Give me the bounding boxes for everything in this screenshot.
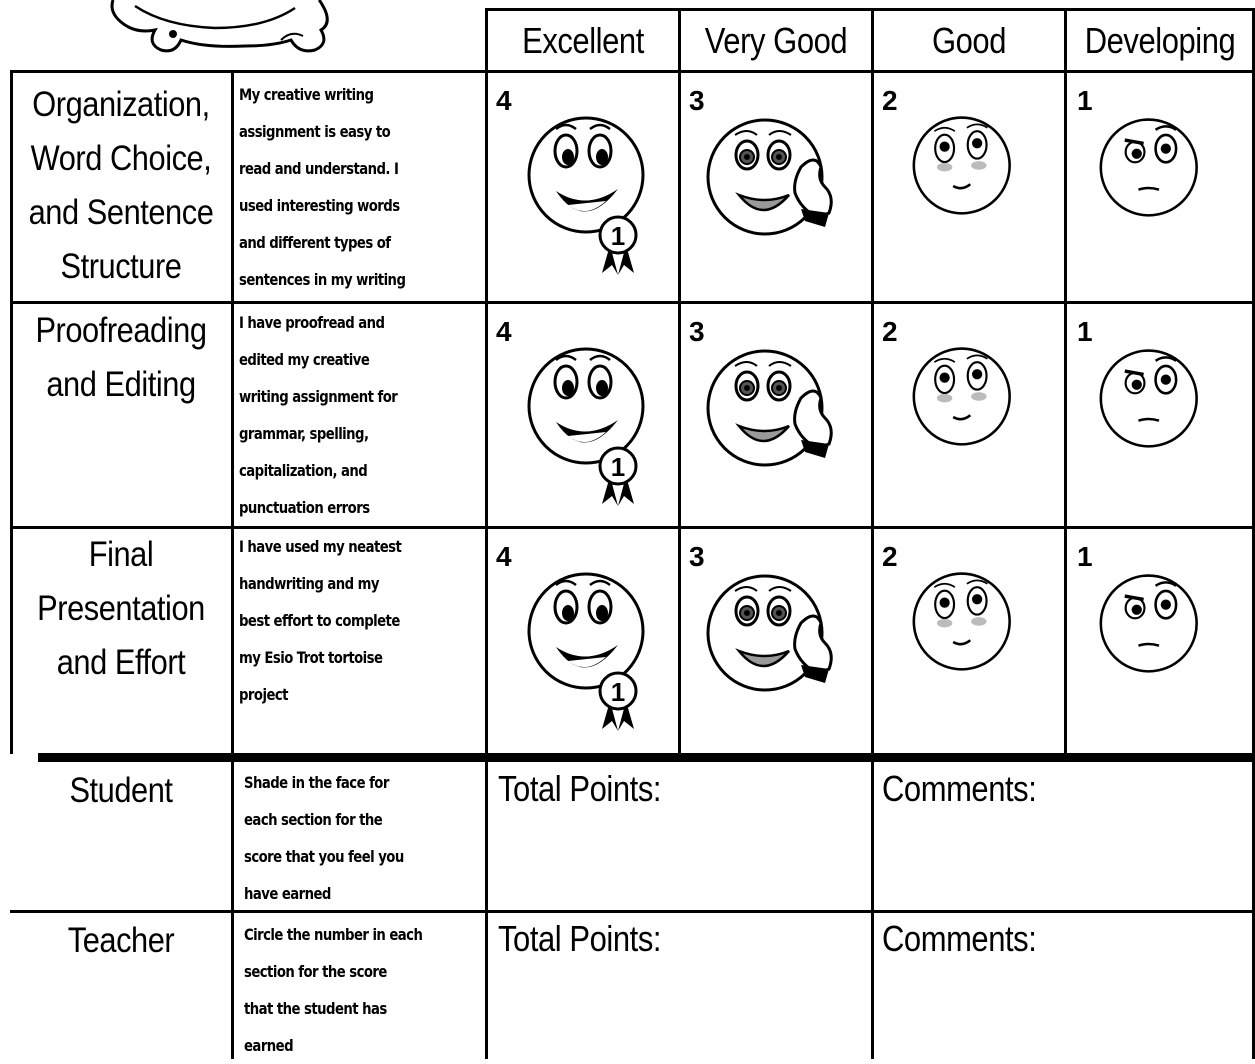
teacher-total-points-field[interactable]: Total Points: (498, 918, 662, 959)
happy-ribbon-face-icon[interactable] (526, 95, 666, 279)
neutral-face-icon[interactable] (912, 328, 1032, 486)
smile-thumbs-up-face-icon[interactable] (705, 97, 845, 281)
column-header-good: Good (931, 20, 1007, 61)
smile-thumbs-up-face-icon[interactable] (705, 553, 845, 737)
happy-ribbon-face-icon[interactable] (526, 551, 666, 735)
frowning-face-icon[interactable] (1099, 330, 1219, 488)
frowning-face-icon[interactable] (1099, 555, 1219, 713)
score-number-4[interactable]: 4 (496, 316, 512, 347)
score-number-1[interactable]: 1 (1077, 85, 1093, 116)
neutral-face-icon[interactable] (912, 553, 1032, 711)
score-number-2[interactable]: 2 (882, 85, 898, 116)
score-number-3[interactable]: 3 (689, 85, 705, 116)
student-label: Student (69, 771, 173, 810)
teacher-instructions: Circle the number in each section for the score that the student has earned (244, 925, 423, 1055)
teacher-label: Teacher (67, 921, 175, 960)
student-total-points-field[interactable]: Total Points: (498, 768, 662, 809)
criterion-proofreading-description: I have proofread and edited my creative writing assignment for grammar, spelling, capitalization, and punctuation errors (239, 313, 398, 517)
frowning-face-icon[interactable] (1099, 99, 1219, 257)
criterion-organization-label: Organization, Word Choice, and Sentence Structure (28, 85, 214, 286)
column-header-very-good: Very Good (704, 20, 848, 61)
svg-text:1: 1 (610, 452, 626, 482)
criterion-presentation-description: I have used my neatest handwriting and my best effort to complete my Esio Trot tortoise project (239, 537, 402, 704)
column-header-excellent: Excellent (522, 20, 644, 61)
smile-thumbs-up-face-icon[interactable] (705, 328, 845, 512)
score-number-3[interactable]: 3 (689, 541, 705, 572)
score-number-1[interactable]: 1 (1077, 541, 1093, 572)
criterion-proofreading-label: Proofreading and Editing (35, 311, 207, 404)
teacher-comments-field[interactable]: Comments: (882, 918, 1037, 959)
student-instructions: Shade in the face for each section for the score that you feel you have earned (244, 773, 404, 903)
score-number-4[interactable]: 4 (496, 85, 512, 116)
tortoise-illustration-icon (95, 0, 335, 60)
score-number-2[interactable]: 2 (882, 316, 898, 347)
happy-ribbon-face-icon[interactable] (526, 326, 666, 510)
score-number-4[interactable]: 4 (496, 541, 512, 572)
student-comments-field[interactable]: Comments: (882, 768, 1037, 809)
score-number-1[interactable]: 1 (1077, 316, 1093, 347)
column-header-developing: Developing (1084, 20, 1236, 61)
svg-text:1: 1 (610, 221, 626, 251)
criterion-presentation-label: Final Presentation and Effort (37, 535, 205, 682)
svg-text:1: 1 (610, 677, 626, 707)
neutral-face-icon[interactable] (912, 97, 1032, 255)
criterion-organization-description: My creative writing assignment is easy to read and understand. I used interesting words and different types of sentences in my writing (239, 85, 406, 289)
score-number-3[interactable]: 3 (689, 316, 705, 347)
score-number-2[interactable]: 2 (882, 541, 898, 572)
